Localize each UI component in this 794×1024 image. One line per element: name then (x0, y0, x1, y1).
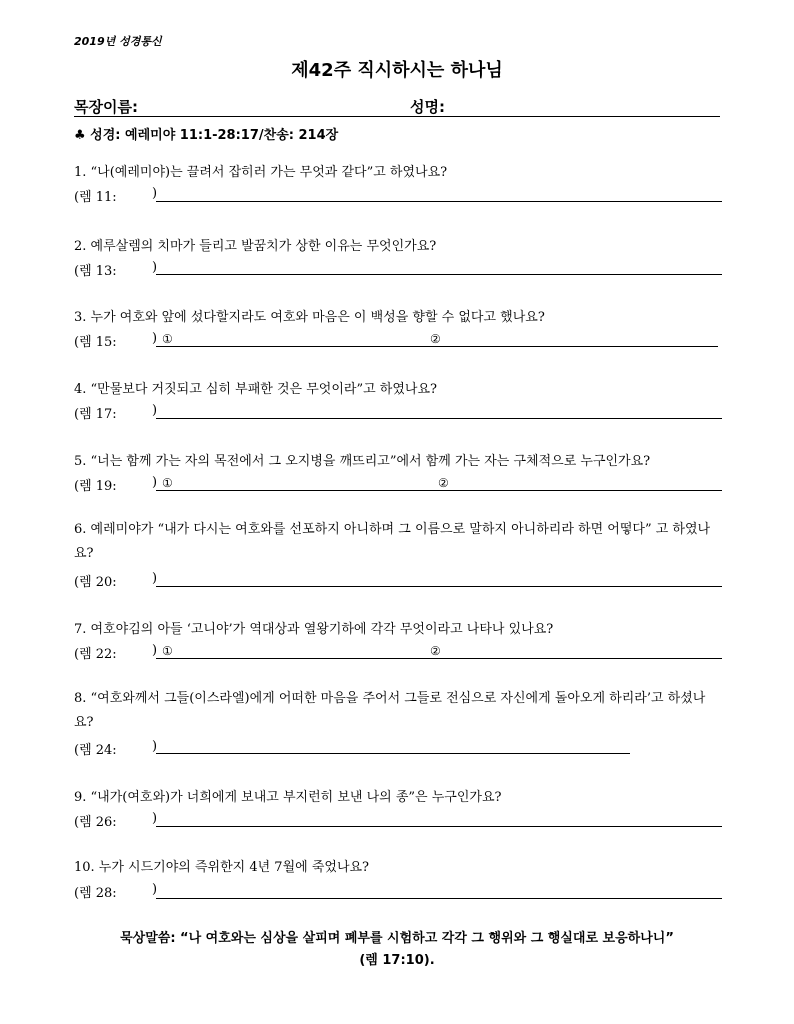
answer-line-5[interactable] (156, 490, 722, 491)
answer-line-4[interactable] (156, 418, 722, 419)
question-9-text: 9. “내가(여호와)가 너희에게 보내고 부지런히 보낸 나의 종”은 누구인가요? (74, 790, 502, 805)
ref-label: (렘 20: (74, 575, 117, 590)
answer-mark-1: ① (162, 476, 173, 490)
question-1-ref (74, 186, 158, 205)
ref-close: ) (152, 811, 158, 826)
question-1-text: 1. “나(예레미야)는 끌려서 잡히러 가는 무엇과 같다”고 하였나요? (74, 165, 448, 180)
question-2-ref (74, 260, 158, 279)
ref-label: (렘 24: (74, 743, 117, 758)
ref-close: ) (152, 571, 158, 586)
answer-mark-2: ② (430, 644, 441, 658)
question-3-ref (74, 331, 158, 350)
answer-line-9[interactable] (156, 826, 722, 827)
ref-label: (렘 17: (74, 407, 117, 422)
ref-close: ) (152, 260, 158, 275)
ref-close: ) (152, 403, 158, 418)
question-9-ref (74, 811, 158, 830)
question-2-text: 2. 예루살렘의 치마가 들리고 발꿈치가 상한 이유는 무엇인가요? (74, 239, 437, 254)
scripture-line: ♣ 성경: 예레미야 11:1-28:17/찬송: 214장 (74, 128, 339, 143)
question-4-ref (74, 403, 158, 422)
ref-label: (렘 28: (74, 886, 117, 901)
memory-verse-block (0, 928, 794, 972)
ref-label: (렘 26: (74, 815, 117, 830)
answer-mark-1: ① (162, 644, 173, 658)
header-note: 2019년 성경통신 (74, 35, 162, 48)
ref-label: (렘 19: (74, 479, 117, 494)
question-5-text: 5. “너는 함께 가는 자의 목전에서 그 오지병을 깨뜨리고”에서 함께 가는 자는 구체적으로 누구인가요? (74, 454, 651, 469)
question-7-ref (74, 643, 158, 662)
ref-close: ) (152, 331, 158, 346)
ref-close: ) (152, 475, 158, 490)
question-6-ref (74, 571, 158, 590)
answer-mark-2: ② (438, 476, 449, 490)
memory-verse-ref: (렘 17:10). (359, 953, 435, 968)
question-8-text: 8. “여호와께서 그들(이스라엘)에게 어떠한 마음을 주어서 그들로 전심으로 자신에게 돌아오게 하리라’고 하셨나요? (74, 691, 706, 730)
ref-label: (렘 11: (74, 190, 117, 205)
answer-line-2[interactable] (156, 274, 722, 275)
question-7-text: 7. 여호야김의 아들 ‘고니야’가 역대상과 열왕기하에 각각 무엇이라고 나타나 있나요? (74, 622, 554, 637)
question-6-text: 6. 예레미야가 “내가 다시는 여호와를 선포하지 아니하며 그 이름으로 말하지 아니하리라 하면 어떻다” 고 하였나요? (74, 522, 711, 561)
question-5-ref (74, 475, 158, 494)
answer-line-6[interactable] (156, 586, 722, 587)
ref-label: (렘 22: (74, 647, 117, 662)
question-3-text: 3. 누가 여호와 앞에 섰다할지라도 여호와 마음은 이 백성을 향할 수 없다고 했나요? (74, 310, 545, 325)
answer-mark-1: ① (162, 332, 173, 346)
question-8-ref (74, 739, 158, 758)
answer-mark-2: ② (430, 332, 441, 346)
answer-line-7[interactable] (156, 658, 722, 659)
memory-verse: 묵상말씀: “나 여호와는 심상을 살피며 폐부를 시험하고 각각 그 행위와 그 행실대로 보응하나니” (120, 931, 674, 946)
answer-line-1[interactable] (156, 201, 722, 202)
ref-close: ) (152, 186, 158, 201)
page-title: 제42주 직시하시는 하나님 (291, 60, 503, 81)
answer-line-10[interactable] (156, 898, 722, 899)
question-4-text: 4. “만물보다 거짓되고 심히 부패한 것은 무엇이라”고 하였나요? (74, 382, 437, 397)
ref-close: ) (152, 882, 158, 897)
question-10-text: 10. 누가 시드기야의 즉위한지 4년 7월에 죽었나요? (74, 860, 370, 875)
ref-label: (렘 13: (74, 264, 117, 279)
answer-line-8[interactable] (156, 753, 630, 754)
ref-close: ) (152, 643, 158, 658)
name-label: 성명: (410, 98, 445, 116)
ref-close: ) (152, 739, 158, 754)
info-row (74, 96, 720, 117)
answer-line-3[interactable] (156, 346, 718, 347)
question-10-ref (74, 882, 158, 901)
pastor-label: 목장이름: (74, 98, 138, 116)
ref-label: (렘 15: (74, 335, 117, 350)
